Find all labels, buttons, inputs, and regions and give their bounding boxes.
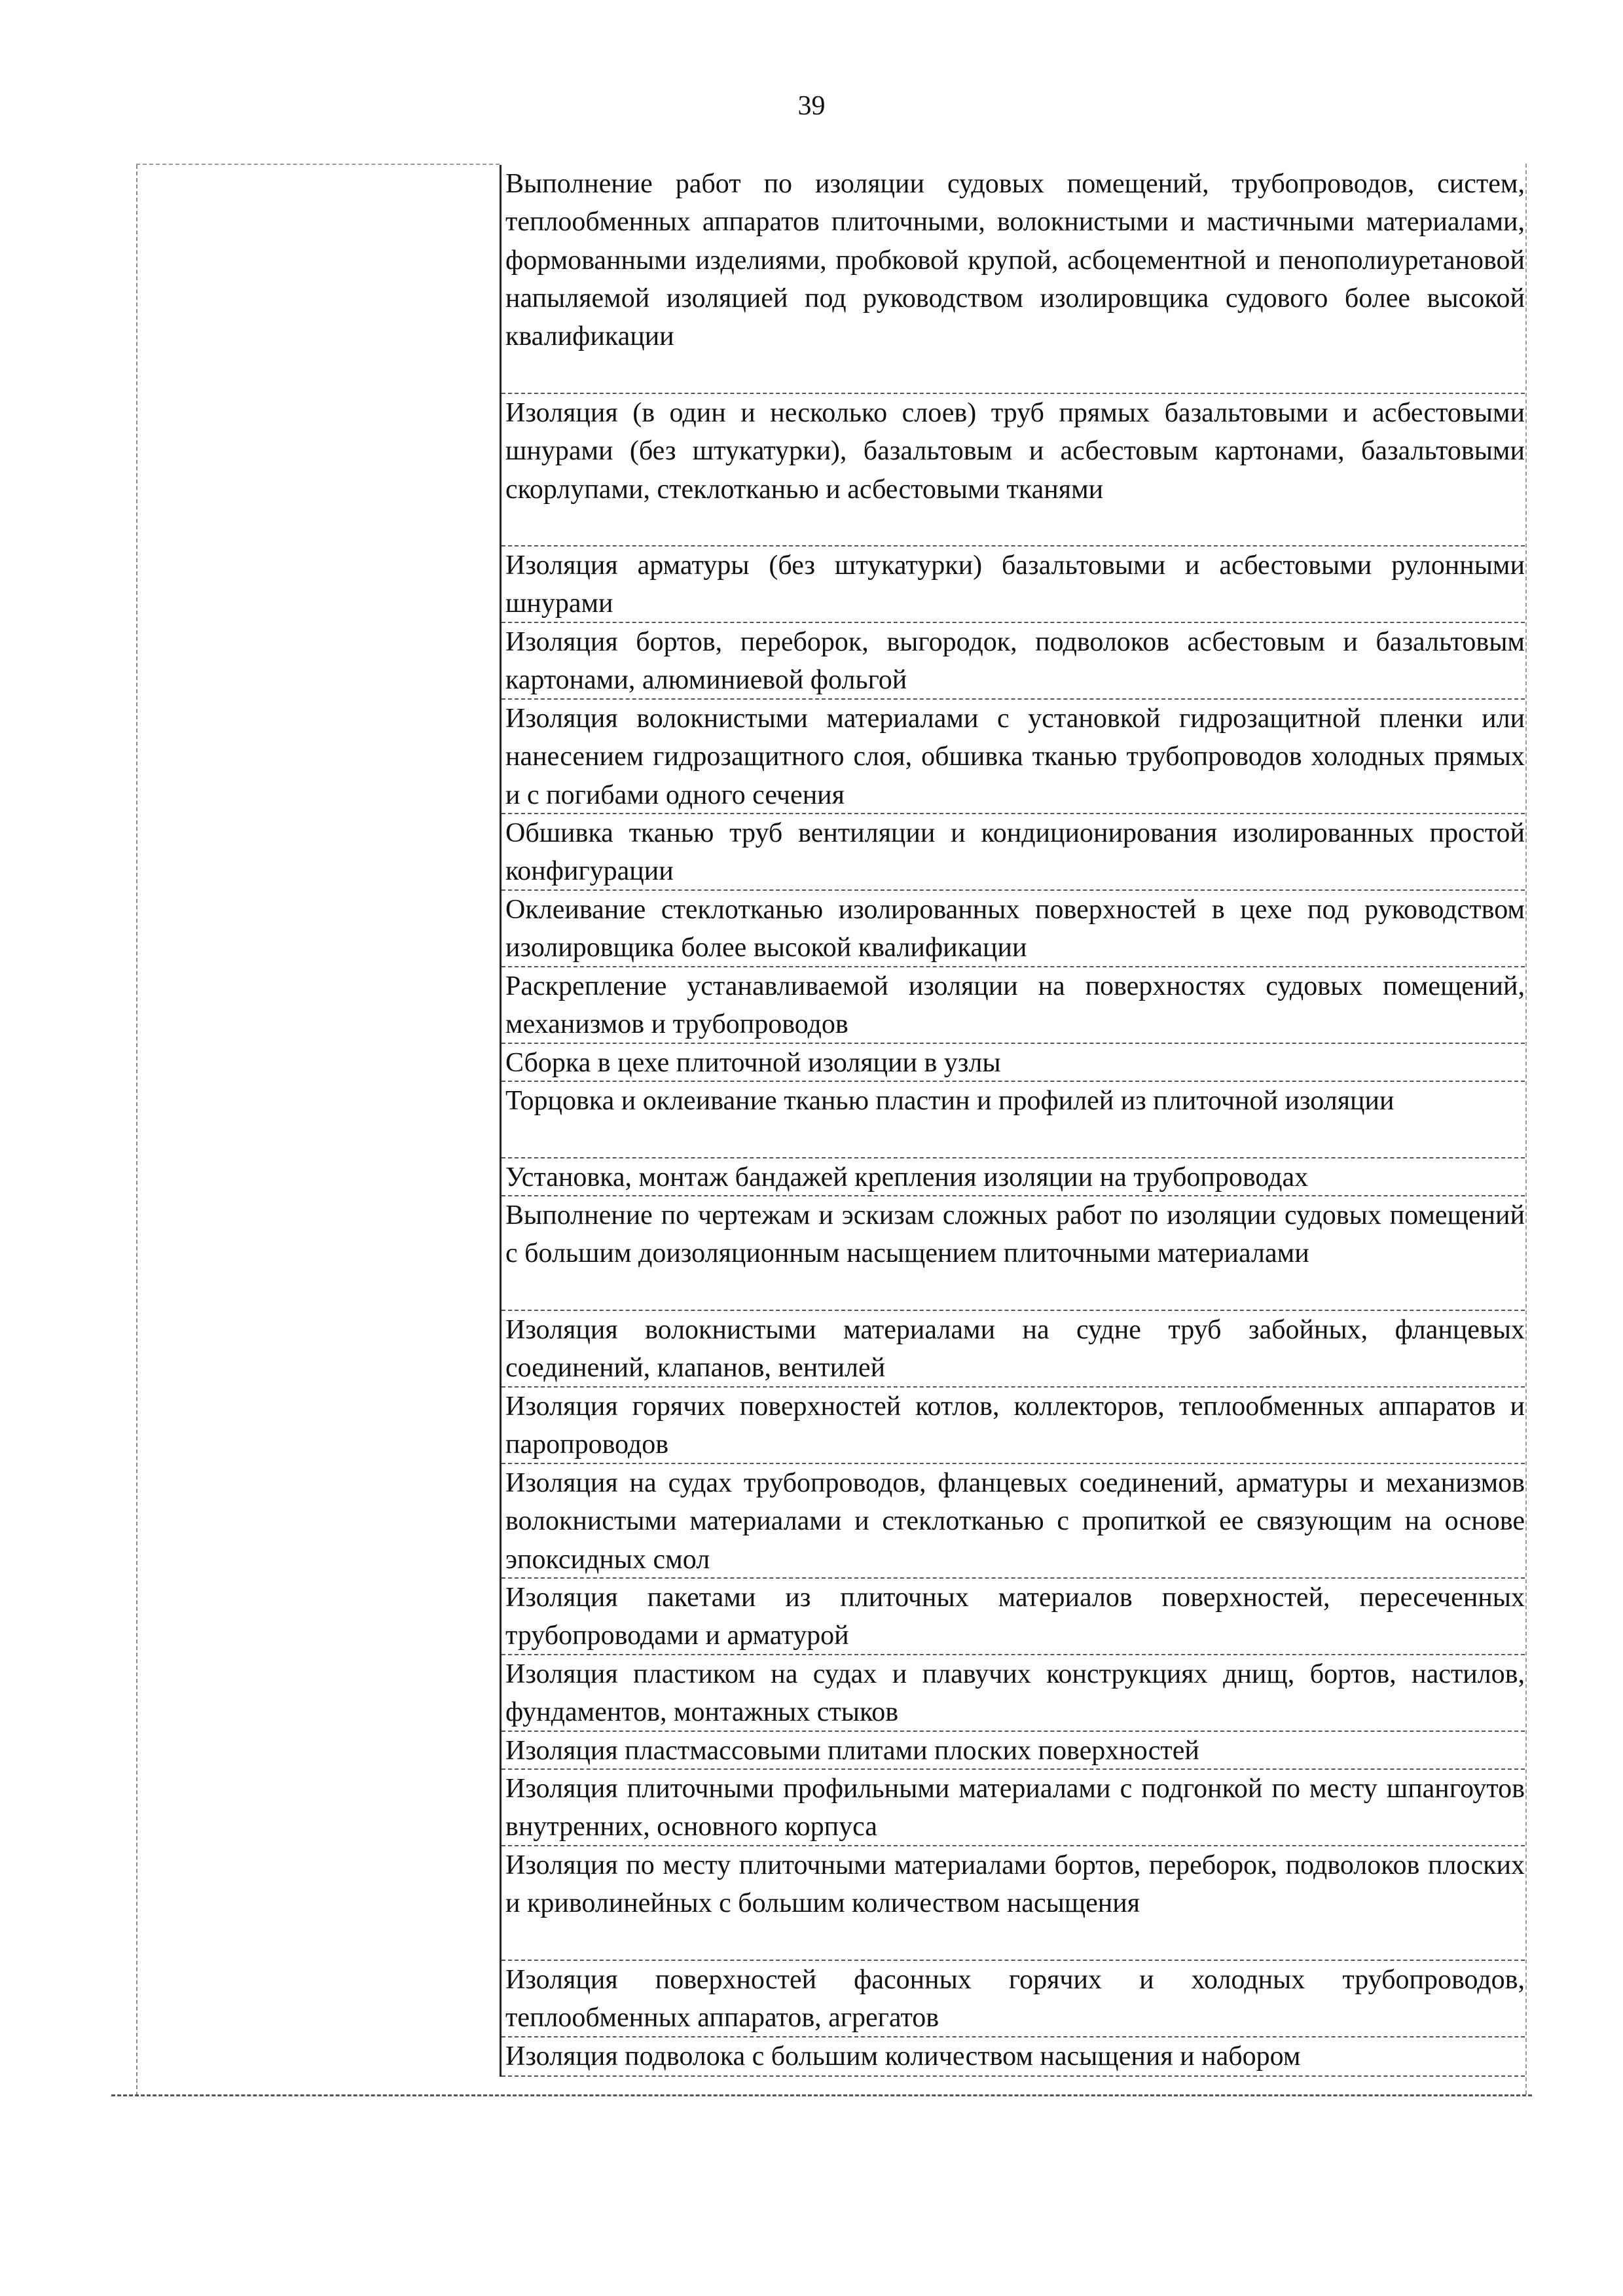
row-text: Изоляция по месту плиточными материалами бортов, переборок, подволоков плоских и криволинейных с большим количеством насыщения xyxy=(505,1850,1525,1919)
table-row xyxy=(501,165,1525,394)
table-row xyxy=(501,700,1525,814)
table-row xyxy=(501,1388,1525,1464)
table-row xyxy=(501,1655,1525,1732)
row-text: Раскрепление устанавливаемой изоляции на поверхностях судовых помещений, механизмов и трубопроводов xyxy=(505,971,1525,1040)
table-row xyxy=(501,1732,1525,1770)
row-text: Изоляция плиточными профильными материалами с подгонкой по месту шпангоутов внутренних, основного корпуса xyxy=(505,1774,1525,1842)
row-text: Торцовка и оклеивание тканью пластин и профилей из плиточной изоляции xyxy=(505,1086,1395,1116)
row-text: Изоляция пластиком на судах и плавучих конструкциях днищ, бортов, настилов, фундаментов, монтажных стыков xyxy=(505,1659,1525,1728)
table-row xyxy=(501,1846,1525,1961)
table-row xyxy=(501,1082,1525,1158)
table-row xyxy=(501,1770,1525,1846)
table-bottom-border xyxy=(111,2094,1532,2096)
table-right-border xyxy=(1525,164,1527,2094)
row-text: Изоляция пакетами из плиточных материалов поверхностей, пересеченных трубопроводами и арматурой xyxy=(505,1583,1525,1651)
row-text: Изоляция пластмассовыми плитами плоских поверхностей xyxy=(505,1736,1199,1766)
page-number: 39 xyxy=(797,91,826,121)
row-text: Изоляция волокнистыми материалами на судне труб забойных, фланцевых соединений, клапанов, вентилей xyxy=(505,1315,1525,1384)
table-row xyxy=(501,1579,1525,1655)
row-text: Установка, монтаж бандажей крепления изоляции на трубопроводах xyxy=(505,1162,1309,1193)
table-row xyxy=(501,2037,1525,2077)
row-text: Изоляция (в один и несколько слоев) труб прямых базальтовыми и асбестовыми шнурами (без штукатурки), базальтовым и асбестовым картонами, базальтовыми скорлупами, стеклотканью и асбестовыми тканями xyxy=(505,398,1525,505)
row-text: Оклеивание стеклотканью изолированных поверхностей в цехе под руководством изолировщика более высокой квалификации xyxy=(505,895,1525,963)
table-row xyxy=(501,1464,1525,1579)
table-row xyxy=(501,1961,1525,2037)
table-left-border xyxy=(136,165,137,2096)
row-text: Изоляция волокнистыми материалами с установкой гидрозащитной пленки или нанесением гидрозащитного слоя, обшивка тканью трубопроводов холодных прямых и с погибами одного сечения xyxy=(505,704,1525,810)
row-text: Выполнение по чертежам и эскизам сложных работ по изоляции судовых помещений с большим доизоляционным насыщением плиточными материалами xyxy=(505,1200,1525,1269)
row-text: Изоляция горячих поверхностей котлов, коллекторов, теплообменных аппаратов и паропроводов xyxy=(505,1391,1525,1460)
row-text: Изоляция подволока с большим количеством насыщения и набором xyxy=(505,2041,1301,2072)
row-text: Выполнение работ по изоляции судовых помещений, трубопроводов, систем, теплообменных аппаратов плиточными, волокнистыми и мастичными материалами, формованными изделиями, пробковой крупой, асбоцементной и пенополиуретановой напыляемой изоляцией под руководством изолировщика судового более высокой квалификации xyxy=(505,169,1525,352)
row-text: Изоляция поверхностей фасонных горячих и холодных трубопроводов, теплообменных аппаратов, агрегатов xyxy=(505,1965,1525,2034)
row-text: Сборка в цехе плиточной изоляции в узлы xyxy=(505,1048,1001,1078)
table-row xyxy=(501,623,1525,700)
row-text: Изоляция арматуры (без штукатурки) базальтовыми и асбестовыми рулонными шнурами xyxy=(505,550,1525,619)
table-top-border xyxy=(136,164,500,165)
table-row xyxy=(501,1158,1525,1196)
row-text: Изоляция на судах трубопроводов, фланцевых соединений, арматуры и механизмов волокнистыми материалами и стеклотканью с пропиткой ее связующим на основе эпоксидных смол xyxy=(505,1468,1525,1575)
table-row xyxy=(501,394,1525,547)
table-row xyxy=(501,1196,1525,1311)
table-row xyxy=(501,1044,1525,1082)
row-text: Обшивка тканью труб вентиляции и кондиционирования изолированных простой конфигурации xyxy=(505,818,1525,887)
table-row xyxy=(501,547,1525,623)
table-row xyxy=(501,967,1525,1044)
row-text: Изоляция бортов, переборок, выгородок, подволоков асбестовым и базальтовым картонами, алюминиевой фольгой xyxy=(505,627,1525,696)
qualification-table xyxy=(500,165,1525,2077)
table-row xyxy=(501,891,1525,967)
table-row xyxy=(501,1311,1525,1388)
table-row xyxy=(501,814,1525,891)
